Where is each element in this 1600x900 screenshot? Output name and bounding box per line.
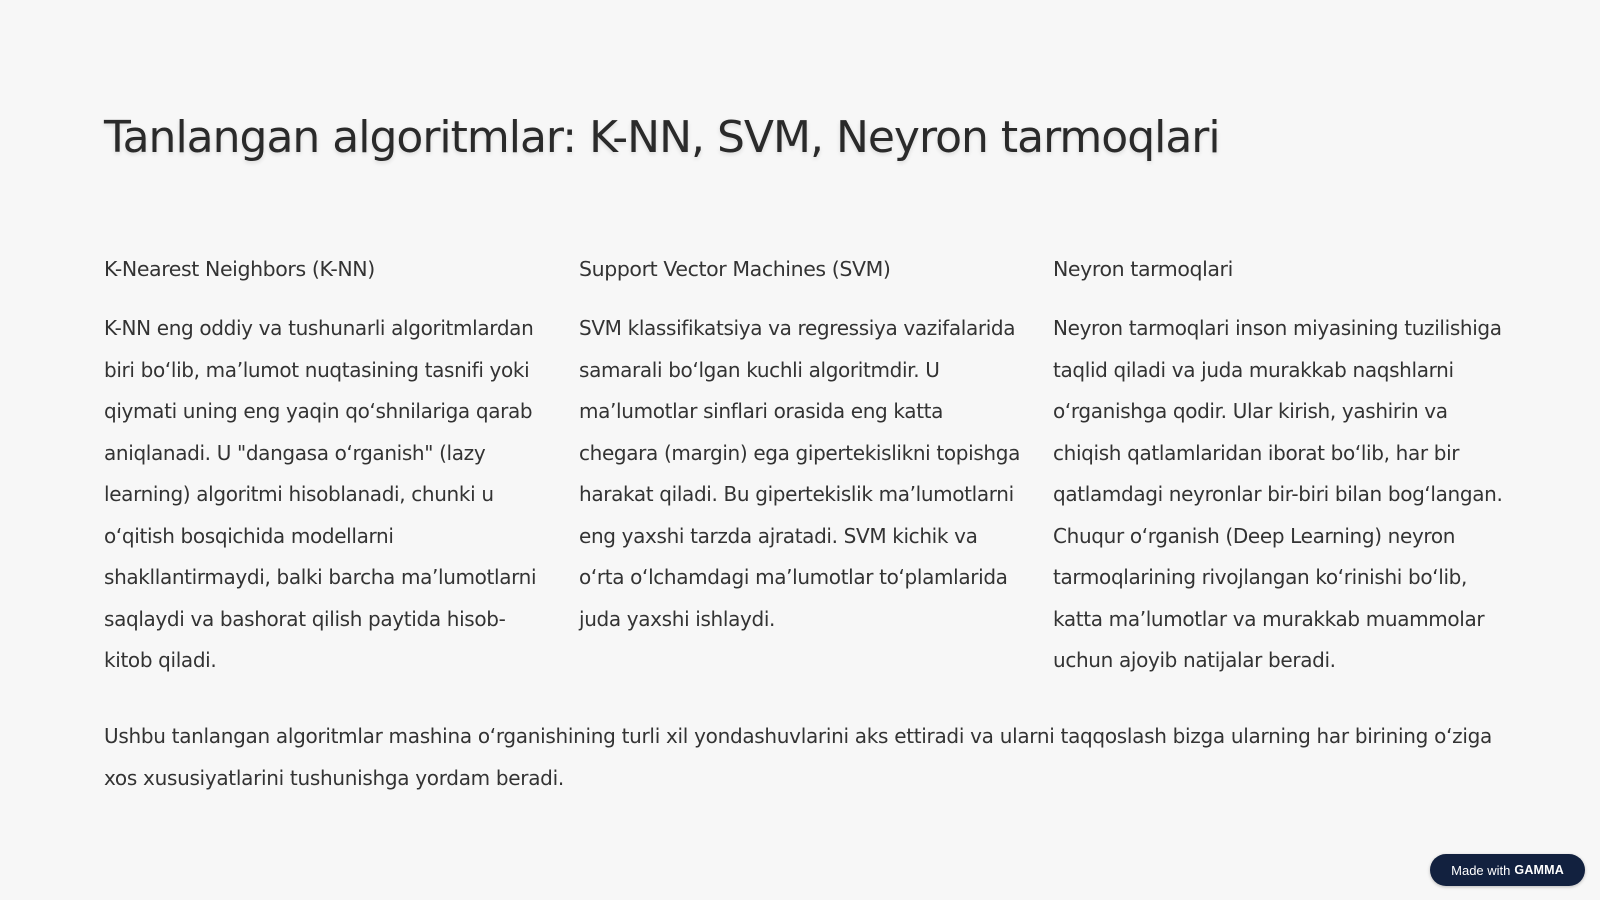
column-body: SVM klassifikatsiya va regressiya vazifalarida samarali bo‘lgan kuchli algoritmdir. U ma’lumotlar sinflari orasida eng katta chegara (margin) ega gipertekislikni topishga harakat qiladi. Bu gipertekislik ma’lumotlarni eng yaxshi tarzda ajratadi. SVM kichik va o‘rta o‘lchamdagi ma’lumotlar to‘plamlarida juda yaxshi ishlaydi.: [579, 316, 1020, 631]
column-knn: [104, 252, 552, 682]
slide-title: Tanlangan algoritmlar: K-NN, SVM, Neyron tarmoqlari: [104, 112, 1220, 163]
column-heading: K-Nearest Neighbors (K-NN): [104, 257, 375, 281]
column-heading: Neyron tarmoqlari: [1053, 257, 1233, 281]
badge-prefix: Made with: [1451, 862, 1511, 878]
column-body: K-NN eng oddiy va tushunarli algoritmlardan biri bo‘lib, ma’lumot nuqtasining tasnifi yoki qiymati uning eng yaqin qo‘shnilariga qarab aniqlanadi. U "dangasa o‘rganish" (lazy learning) algoritmi hisoblanadi, chunki u o‘qitish bosqichida modellarni shakllantirmaydi, balki barcha ma’lumotlarni saqlaydi va bashorat qilish paytida hisob-kitob qiladi.: [104, 316, 537, 672]
column-heading: Support Vector Machines (SVM): [579, 257, 891, 281]
gamma-logo: GAMMA: [1514, 863, 1564, 877]
column-body: Neyron tarmoqlari inson miyasining tuzilishiga taqlid qiladi va juda murakkab naqshlarni o‘rganishga qodir. Ular kirish, yashirin va chiqish qatlamlaridan iborat bo‘lib, har bir qatlamdagi neyronlar bir-biri bilan bog‘langan. Chuqur o‘rganish (Deep Learning) neyron tarmoqlarining rivojlangan ko‘rinishi bo‘lib, katta ma’lumotlar va murakkab muammolar uchun ajoyib natijalar beradi.: [1053, 316, 1503, 672]
made-with-gamma-badge[interactable]: [1430, 854, 1585, 886]
column-neural-networks: [1053, 252, 1508, 682]
summary-text: Ushbu tanlangan algoritmlar mashina o‘rganishining turli xil yondashuvlarini aks ettiradi va ularni taqqoslash bizga ularning har birining o‘ziga xos xususiyatlarini tushunishga yordam beradi.: [104, 724, 1492, 790]
column-svm: [579, 252, 1027, 640]
